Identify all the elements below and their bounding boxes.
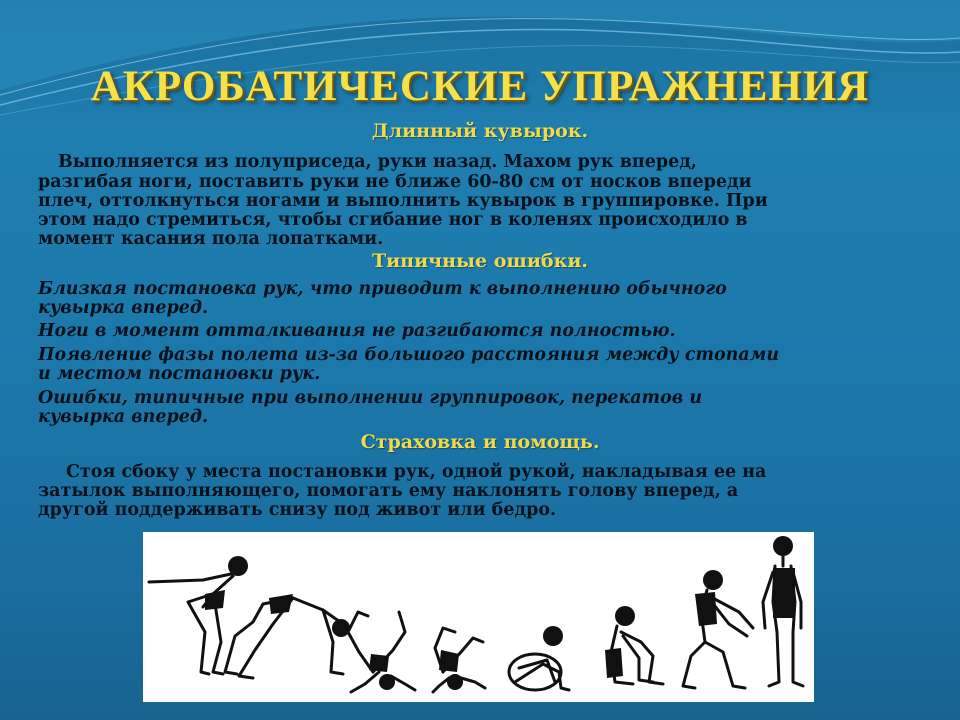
typical-errors-heading: Типичные ошибки. — [371, 250, 589, 272]
long-roll-line: Выполняется из полуприседа, руки назад. Махом рук вперед, — [58, 152, 697, 172]
figure-standing — [763, 536, 803, 686]
long-roll-heading: Длинный кувырок. — [371, 120, 589, 142]
error-item-line: Ноги в момент отталкивания не разгибаются полностью. — [38, 321, 676, 341]
long-roll-line: разгибая ноги, поставить руки не ближе 60-80 см от носков впереди — [38, 172, 752, 192]
long-roll-line: этом надо стремиться, чтобы сгибание ног в коленях происходило в — [38, 210, 748, 230]
error-item-line: Близкая постановка рук, что приводит к выполнению обычного — [38, 279, 727, 299]
figure-roll-legs-up — [348, 612, 415, 692]
spotting-line: Стоя сбоку у места постановки рук, одной рукой, накладывая ее на — [66, 462, 767, 482]
spotting-heading: Страховка и помощь. — [360, 431, 600, 453]
error-item-line: Ошибки, типичные при выполнении группировок, перекатов и — [38, 388, 703, 408]
page-title: АКРОБАТИЧЕСКИЕ УПРАЖНЕНИЯ — [90, 63, 870, 110]
spotting-line: другой поддерживать снизу под живот или бедро. — [38, 500, 557, 520]
error-item-line: и местом постановки рук. — [38, 364, 321, 384]
error-item-line: Появление фазы полета из-за большого расстояния между стопами — [38, 345, 780, 365]
long-roll-line: плеч, оттолкнуться ногами и выполнить кувырок в группировке. При — [38, 191, 768, 211]
figure-crouch-arms-back — [149, 556, 248, 674]
error-item-line: кувырка вперед. — [38, 407, 209, 427]
figure-hands-placement — [225, 594, 350, 678]
figure-rising-squat — [683, 570, 753, 688]
roll-sequence-figures — [143, 532, 814, 702]
figure-sitting-tuck — [605, 606, 663, 684]
error-item-line: кувырка вперед. — [38, 298, 209, 318]
spotting-line: затылок выполняющего, помогать ему наклонять голову вперед, а — [38, 481, 739, 501]
long-roll-line: момент касания пола лопатками. — [38, 229, 384, 249]
figure-tuck-roll — [433, 628, 485, 692]
figure-tucked-ball — [509, 626, 569, 690]
roll-sequence-illustration — [143, 532, 814, 702]
